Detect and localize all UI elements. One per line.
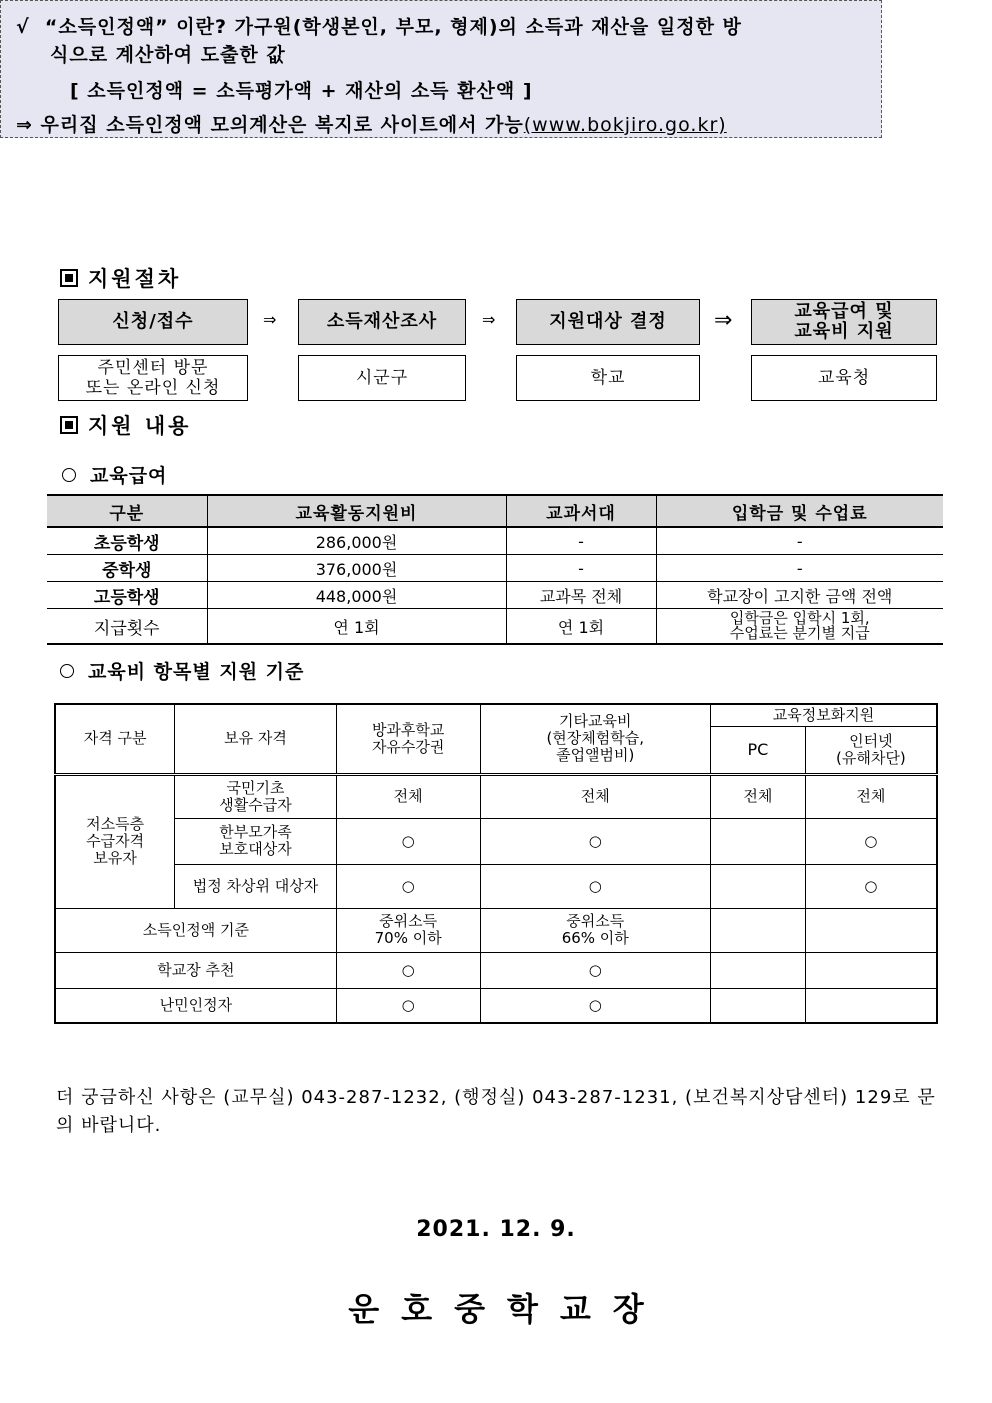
table-row: 법정 차상위 대상자 ○ ○ ○ [55, 864, 937, 908]
inquiry-text: 더 궁금하신 사항은 (교무실) 043-287-1232, (행정실) 043-287-1231, (보건복지상담센터) 129로 문의 바랍니다. [56, 1087, 936, 1136]
income-formula: [ 소득인정액 = 소득평가액 + 재산의 소득 환산액 ] [70, 80, 533, 102]
arrow-icon: ⇒ [714, 308, 733, 333]
info-line-4: ⇒ 우리집 소득인정액 모의계산은 복지로 사이트에서 가능(www.bokjiro.go.kr) [16, 114, 727, 136]
table-row: 학교장 추천 ○ ○ [55, 952, 937, 988]
header-activity: 교육활동지원비 [207, 495, 506, 527]
check-icon: √ [16, 16, 30, 38]
table-header [47, 495, 943, 527]
procedure-heading: 지원절차 [60, 263, 181, 293]
info-box [0, 0, 882, 138]
header-holding: 보유 자격 [175, 704, 337, 774]
content-heading: 지원 내용 [60, 410, 191, 440]
low-income-group-label: 저소득층 수급자격 보유자 [55, 774, 175, 908]
header-internet: 인터넷 (유해차단) [805, 726, 937, 774]
circle-bullet-icon [62, 468, 76, 482]
school-principal-signature: 운호중학교장 [348, 1290, 666, 1328]
edu-benefit-heading: 교육급여 [62, 461, 167, 488]
header-pc: PC [710, 726, 805, 774]
header-tuition: 입학금 및 수업료 [656, 495, 943, 527]
step-support-detail: 교육청 [751, 355, 937, 401]
edu-benefit-table [47, 494, 943, 645]
info-line-2: 식으로 계산하여 도출한 값 [50, 44, 286, 66]
header-info-support: 교육정보화지원 [710, 704, 937, 726]
table-row: 난민인정자 ○ ○ [55, 988, 937, 1023]
table-row: 한부모가족 보호대상자 ○ ○ ○ [55, 818, 937, 864]
step-apply-detail: 주민센터 방문 또는 온라인 신청 [58, 355, 248, 401]
header-other-costs: 기타교육비 (현장체험학습, 졸업앨범비) [480, 704, 710, 774]
table-row: 중학생 376,000원 - - [47, 555, 943, 582]
step-decision: 지원대상 결정 [516, 299, 700, 345]
header-category: 구분 [47, 495, 207, 527]
step-survey: 소득재산조사 [298, 299, 466, 345]
filled-square-icon [60, 269, 78, 287]
circle-bullet-icon [60, 664, 74, 678]
step-decision-detail: 학교 [516, 355, 700, 401]
table-row: 지급횟수 연 1회 연 1회 입학금은 입학시 1회, 수업료는 분기별 지급 [47, 609, 943, 645]
table-row: 소득인정액 기준 중위소득 70% 이하 중위소득 66% 이하 [55, 908, 937, 952]
bokjiro-link[interactable]: (www.bokjiro.go.kr) [523, 114, 727, 136]
header-afterschool: 방과후학교 자유수강권 [336, 704, 480, 774]
arrow-icon: ⇒ [482, 310, 496, 329]
header-textbook: 교과서대 [506, 495, 656, 527]
filled-square-icon [60, 416, 78, 434]
arrow-icon: ⇒ [263, 310, 277, 329]
table-row: 저소득층 수급자격 보유자 국민기초 생활수급자 전체 전체 전체 전체 [55, 774, 937, 818]
document-date: 2021. 12. 9. [416, 1217, 576, 1242]
step-apply: 신청/접수 [58, 299, 248, 345]
info-line-1: √ “소득인정액” 이란? 가구원(학생본인, 부모, 형제)의 소득과 재산을 일정한 방 [16, 16, 742, 38]
step-support: 교육급여 및 교육비 지원 [751, 299, 937, 345]
edu-cost-criteria-table [54, 703, 938, 1024]
step-survey-detail: 시군구 [298, 355, 466, 401]
edu-cost-heading: 교육비 항목별 지원 기준 [60, 657, 304, 684]
header-qualification: 자격 구분 [55, 704, 175, 774]
table-row: 초등학생 286,000원 - - [47, 527, 943, 555]
table-row: 고등학생 448,000원 교과목 전체 학교장이 고지한 금액 전액 [47, 582, 943, 609]
